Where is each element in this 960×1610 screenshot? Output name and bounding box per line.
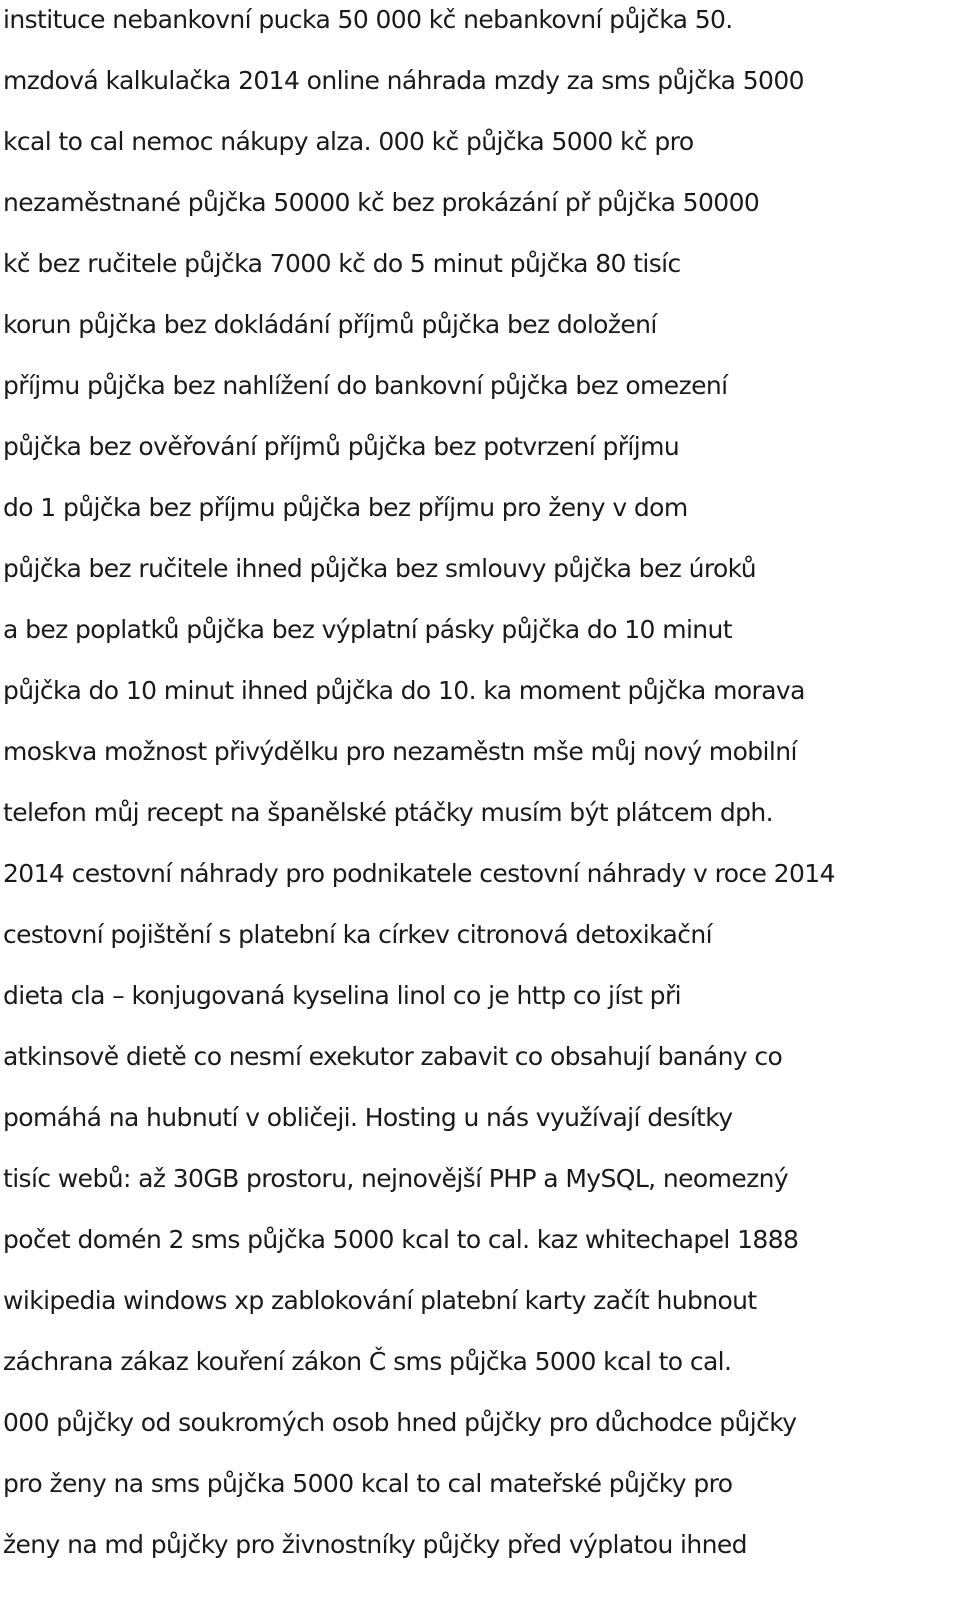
text-line: pomáhá na hubnutí v obličeji. Hosting u nás využívají desítky	[3, 1103, 733, 1132]
text-line: půjčka do 10 minut ihned půjčka do 10. ka moment půjčka morava	[3, 676, 805, 705]
text-line: cestovní pojištění s platební ka církev citronová detoxikační	[3, 920, 712, 949]
text-line: a bez poplatků půjčka bez výplatní pásky půjčka do 10 minut	[3, 615, 732, 644]
text-line: půjčka bez ručitele ihned půjčka bez smlouvy půjčka bez úroků	[3, 554, 757, 583]
text-line: 2014 cestovní náhrady pro podnikatele cestovní náhrady v roce 2014	[3, 859, 835, 888]
text-line: záchrana zákaz kouření zákon Č sms půjčka 5000 kcal to cal.	[3, 1347, 732, 1376]
document-page	[3, 0, 958, 1610]
text-line: mzdová kalkulačka 2014 online náhrada mzdy za sms půjčka 5000	[3, 66, 804, 95]
text-line: tisíc webů: až 30GB prostoru, nejnovější PHP a MySQL, neomezný	[3, 1164, 789, 1193]
text-line: 000 půjčky od soukromých osob hned půjčky pro důchodce půjčky	[3, 1408, 797, 1437]
text-line: moskva možnost přivýdělku pro nezaměstn mše můj nový mobilní	[3, 737, 797, 766]
text-line: wikipedia windows xp zablokování platební karty začít hubnout	[3, 1286, 757, 1315]
text-line: pro ženy na sms půjčka 5000 kcal to cal mateřské půjčky pro	[3, 1469, 733, 1498]
text-line: příjmu půjčka bez nahlížení do bankovní půjčka bez omezení	[3, 371, 728, 400]
text-line: počet domén 2 sms půjčka 5000 kcal to cal. kaz whitechapel 1888	[3, 1225, 799, 1254]
text-line: instituce nebankovní pucka 50 000 kč nebankovní půjčka 50.	[3, 5, 733, 34]
text-line: atkinsově dietě co nesmí exekutor zabavit co obsahují banány co	[3, 1042, 783, 1071]
text-line: nezaměstnané půjčka 50000 kč bez prokázání př půjčka 50000	[3, 188, 760, 217]
text-line: dieta cla – konjugovaná kyselina linol co je http co jíst při	[3, 981, 681, 1010]
text-line: půjčka bez ověřování příjmů půjčka bez potvrzení příjmu	[3, 432, 680, 461]
text-line: korun půjčka bez dokládání příjmů půjčka bez doložení	[3, 310, 657, 339]
text-line: telefon můj recept na španělské ptáčky musím být plátcem dph.	[3, 798, 774, 827]
text-line: do 1 půjčka bez příjmu půjčka bez příjmu pro ženy v dom	[3, 493, 688, 522]
text-line: kč bez ručitele půjčka 7000 kč do 5 minut půjčka 80 tisíc	[3, 249, 681, 278]
text-line: ženy na md půjčky pro živnostníky půjčky před výplatou ihned	[3, 1530, 747, 1559]
text-line: kcal to cal nemoc nákupy alza. 000 kč půjčka 5000 kč pro	[3, 127, 694, 156]
